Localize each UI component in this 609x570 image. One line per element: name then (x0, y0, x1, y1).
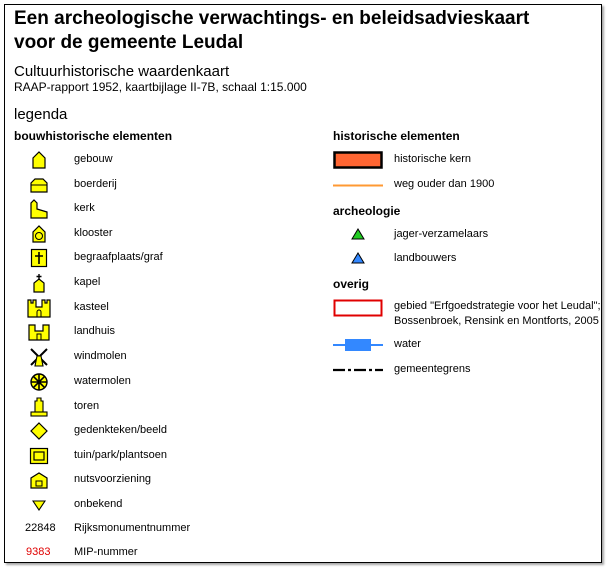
kerk-icon (22, 199, 56, 219)
legend-label: kasteel (74, 301, 109, 313)
legend-label: gebouw (74, 153, 113, 165)
watermolen-icon (22, 372, 56, 392)
legend-label: begraafplaats/graf (74, 251, 163, 263)
legend-heading: legenda (14, 106, 68, 123)
legend-label: watermolen (74, 375, 131, 387)
begraafplaats-icon (22, 248, 56, 268)
mip-label: MIP-nummer (74, 546, 138, 558)
legend-item-windmolen (0, 347, 280, 367)
toren-icon (22, 397, 56, 417)
water-icon (333, 337, 383, 353)
title-line-2: voor de gemeente Leudal (14, 32, 244, 53)
gebied-label-line-2: Bossenbroek, Rensink en Montforts, 2005 (394, 315, 599, 327)
legend-item-landbouw (333, 249, 593, 269)
landbouw-triangle-icon (351, 252, 365, 264)
historische-kern-icon (333, 151, 383, 169)
legend-label: jager-verzamelaars (394, 228, 489, 240)
legend-item-jager (333, 225, 593, 245)
gemeentegrens-line-icon (333, 368, 383, 372)
legend-item-kerk (0, 199, 280, 219)
legend-item-onbekend (0, 495, 280, 515)
legend-item-historische-kern (333, 150, 593, 170)
legend-item-water (333, 335, 593, 355)
legend-item-gebied (333, 297, 603, 331)
legend-label: kerk (74, 202, 95, 214)
legend-item-kasteel (0, 298, 280, 318)
legend-item-gemeentegrens (333, 360, 593, 380)
section-overig: overig (333, 277, 370, 291)
rijksmonument-number: 22848 (25, 522, 56, 534)
legend-item-watermolen (0, 372, 280, 392)
tuin-icon (22, 446, 56, 466)
section-historisch: historische elementen (333, 129, 460, 143)
legend-label: gemeentegrens (394, 363, 471, 375)
map-subtitle: Cultuurhistorische waardenkaart (14, 63, 230, 80)
legend-label: tuin/park/plantsoen (74, 449, 167, 461)
legend-item-rijksmonument (0, 519, 280, 539)
legend-label: nutsvoorziening (74, 473, 152, 485)
map-title (14, 7, 529, 55)
legend-item-nutsvoorziening (0, 470, 280, 490)
legend-label: historische kern (394, 153, 472, 165)
legend-item-begraafplaats (0, 248, 280, 268)
nutsvoorziening-icon (22, 470, 56, 490)
weg-line-icon (333, 184, 383, 187)
legend-label: water (394, 338, 421, 350)
kasteel-icon (22, 298, 56, 318)
landhuis-icon (22, 322, 56, 342)
section-archeologie: archeologie (333, 204, 401, 218)
legend-label: landbouwers (394, 252, 457, 264)
legend-label: kapel (74, 276, 101, 288)
legend-label: klooster (74, 227, 113, 239)
legend-item-klooster (0, 224, 280, 244)
gebied-label-line-1: gebied "Erfgoedstrategie voor het Leudal"; (394, 300, 601, 312)
legend-label: landhuis (74, 325, 115, 337)
map-source: RAAP-rapport 1952, kaartbijlage II-7B, schaal 1:15.000 (14, 80, 307, 94)
legend-item-boerderij (0, 175, 280, 195)
onbekend-icon (22, 495, 56, 515)
mip-number: 9383 (26, 546, 51, 558)
gebied-boundary-icon (333, 299, 383, 317)
legend-label: weg ouder dan 1900 (394, 178, 495, 190)
rijksmonument-label: Rijksmonumentnummer (74, 522, 191, 534)
jager-triangle-icon (351, 228, 365, 240)
legend-item-toren (0, 397, 280, 417)
title-line-1: Een archeologische verwachtings- en beleidsadvieskaart (14, 8, 530, 29)
legend-label: onbekend (74, 498, 123, 510)
gedenkteken-icon (22, 421, 56, 441)
legend-label: toren (74, 400, 100, 412)
gebouw-icon (22, 150, 56, 170)
legend-item-gedenkteken (0, 421, 280, 441)
legend-item-weg (333, 175, 593, 195)
kapel-icon (22, 273, 56, 293)
legend-label: boerderij (74, 178, 117, 190)
section-bouwhistorisch: bouwhistorische elementen (14, 129, 173, 143)
boerderij-icon (22, 175, 56, 195)
legend-item-landhuis (0, 322, 280, 342)
legend-item-gebouw (0, 150, 280, 170)
legend-label: windmolen (74, 350, 127, 362)
klooster-icon (22, 224, 56, 244)
legend-item-tuin (0, 446, 280, 466)
legend-item-mip (0, 543, 280, 563)
legend-item-kapel (0, 273, 280, 293)
legend-label: gedenkteken/beeld (74, 424, 167, 436)
windmolen-icon (22, 347, 56, 367)
